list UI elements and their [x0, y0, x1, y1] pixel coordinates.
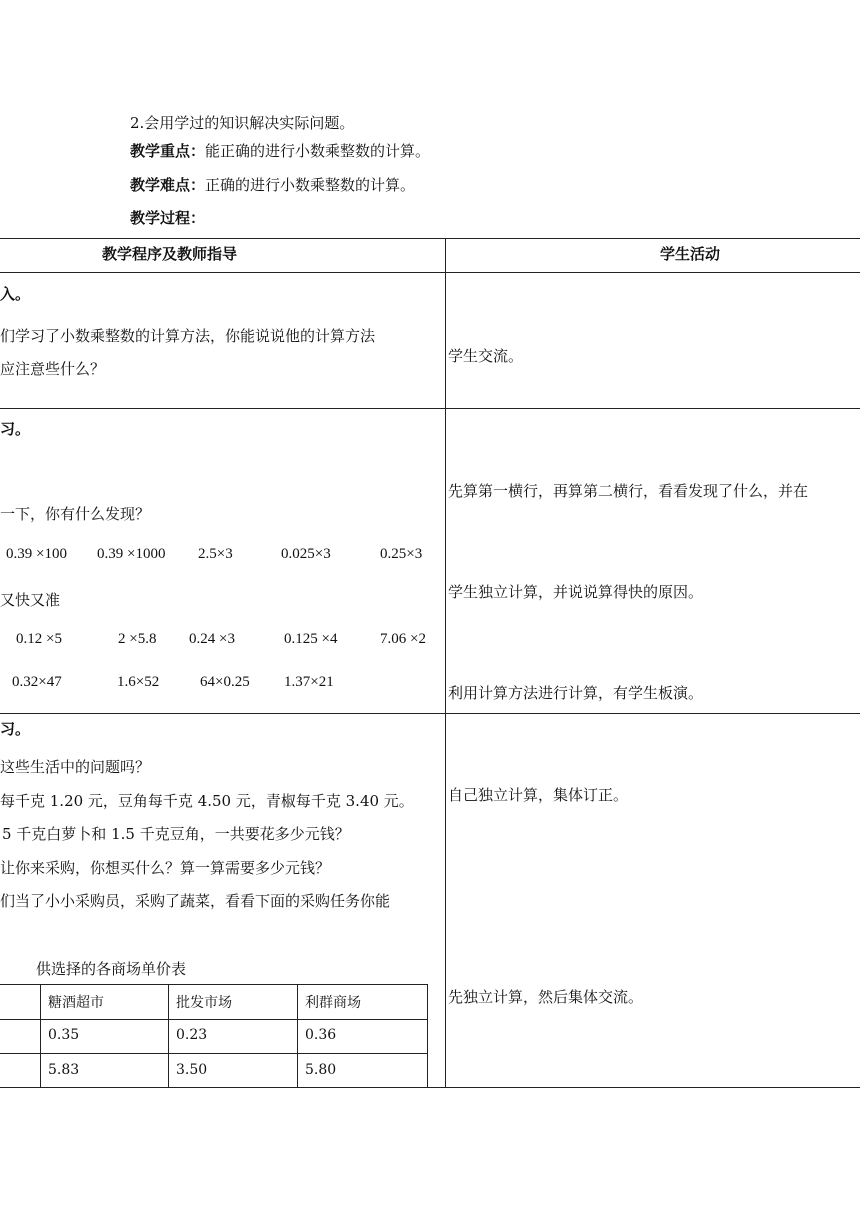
exercise-item: 0.32×47 [12, 674, 62, 690]
table-rule [0, 713, 860, 714]
table-rule [0, 1087, 860, 1088]
price-cell: 0.35 [48, 1027, 80, 1043]
exercise-item: 2 ×5.8 [118, 631, 157, 647]
table-rule [0, 408, 860, 409]
price-table-title: 供选择的各商场单价表 [36, 960, 187, 978]
section-2-question: 一下，你有什么发现？ [0, 505, 151, 523]
exercise-item: 0.39 ×1000 [97, 546, 166, 562]
section-3-question: 5 千克白萝卜和 1.5 千克豆角，一共要花多少元钱？ [2, 825, 350, 843]
price-table-divider [297, 984, 298, 1087]
price-header: 利群商场 [305, 995, 361, 1011]
section-3-question: 让你来采购，你想买什么？算一算需要多少元钱？ [0, 859, 331, 877]
exercise-item: 0.125 ×4 [284, 631, 338, 647]
section-2-student: 学生独立计算，并说说算得快的原因。 [448, 583, 704, 601]
difficulty-label: 教学难点： [130, 176, 206, 194]
price-cell: 0.23 [176, 1027, 208, 1043]
price-header: 批发市场 [176, 995, 232, 1011]
exercise-item: 0.25×3 [380, 546, 423, 562]
section-3-student: 先独立计算，然后集体交流。 [448, 988, 644, 1006]
section-3-question: 每千克 1.20 元，豆角每千克 4.50 元，青椒每千克 3.40 元。 [0, 792, 414, 810]
price-header: 糖酒超市 [48, 995, 104, 1011]
section-2-title: 习。 [0, 420, 31, 438]
exercise-item: 7.06 ×2 [380, 631, 426, 647]
section-3-student: 自己独立计算，集体订正。 [448, 786, 629, 804]
section-3-title: 习。 [0, 720, 31, 738]
exercise-item: 0.025×3 [281, 546, 331, 562]
table-rule [0, 238, 860, 239]
difficulty-text: 正确的进行小数乘整数的计算。 [205, 176, 416, 194]
price-table-divider [427, 984, 428, 1087]
price-cell: 3.50 [176, 1062, 208, 1078]
table-rule [0, 272, 860, 273]
section-1-title: 入。 [0, 285, 31, 303]
column-divider [445, 238, 446, 1088]
price-table-rule [0, 1019, 428, 1020]
section-1-line: 们学习了小数乘整数的计算方法，你能说说他的计算方法 [0, 327, 376, 345]
process-label: 教学过程： [130, 209, 206, 227]
section-3-question: 们当了小小采购员，采购了蔬菜，看看下面的采购任务你能 [0, 892, 391, 910]
key-point [130, 140, 430, 161]
section-3-question: 这些生活中的问题吗？ [0, 758, 151, 776]
col-teacher-header: 教学程序及教师指导 [102, 245, 238, 263]
exercise-item: 0.12 ×5 [16, 631, 62, 647]
price-table-rule [0, 1053, 428, 1054]
price-cell: 5.80 [305, 1062, 337, 1078]
difficulty-point [130, 174, 415, 195]
section-2-question: 又快又准 [0, 591, 61, 609]
exercise-item: 2.5×3 [198, 546, 233, 562]
section-1-line: 应注意些什么？ [0, 360, 106, 378]
exercise-item: 1.6×52 [117, 674, 160, 690]
section-2-student: 利用计算方法进行计算，有学生板演。 [448, 684, 704, 702]
price-cell: 5.83 [48, 1062, 80, 1078]
key-point-text: 能正确的进行小数乘整数的计算。 [205, 142, 431, 160]
objective-item-2: 2.会用学过的知识解决实际问题。 [130, 114, 355, 132]
price-table-rule [0, 984, 428, 985]
exercise-item: 64×0.25 [200, 674, 250, 690]
key-point-label: 教学重点： [130, 142, 206, 160]
exercise-item: 1.37×21 [284, 674, 334, 690]
exercise-item: 0.24 ×3 [189, 631, 235, 647]
price-table-divider [168, 984, 169, 1087]
section-2-student: 先算第一横行，再算第二横行，看看发现了什么，并在 [448, 482, 809, 500]
price-table-divider [40, 984, 41, 1087]
exercise-item: 0.39 ×100 [6, 546, 67, 562]
section-1-student: 学生交流。 [448, 347, 524, 365]
price-cell: 0.36 [305, 1027, 337, 1043]
col-student-header: 学生活动 [660, 245, 721, 263]
